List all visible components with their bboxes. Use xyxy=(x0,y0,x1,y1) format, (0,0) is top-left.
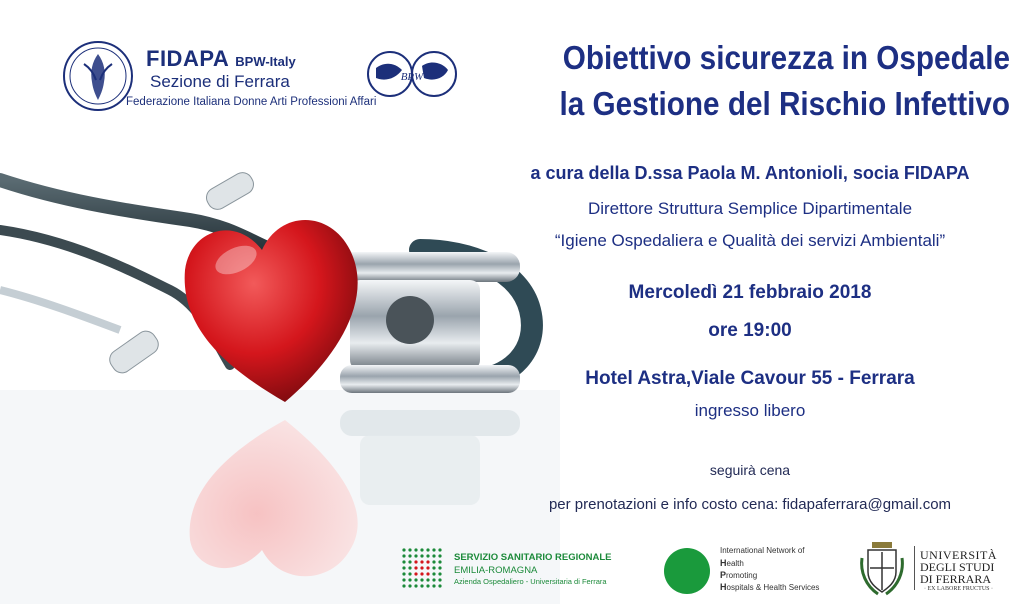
hph-initial-h2: H xyxy=(720,582,727,592)
event-booking-info: per prenotazioni e info costo cena: fidapaferrara@gmail.com xyxy=(548,496,952,513)
org-suffix: BPW-Italy xyxy=(235,54,296,69)
event-date: Mercoledì 21 febbraio 2018 xyxy=(628,282,872,303)
event-dinner: seguirà cena xyxy=(709,462,791,478)
ssr-dots-icon xyxy=(400,546,444,590)
hph-word-promoting: romoting xyxy=(726,571,758,580)
uni-line3: DI FERRARA xyxy=(920,572,992,586)
curator-role-line1: Direttore Struttura Semplice Dipartimentale xyxy=(587,199,913,218)
event-entry: ingresso libero xyxy=(694,401,806,420)
hph-initial-h1: H xyxy=(720,558,727,568)
org-name: FIDAPA xyxy=(146,46,230,71)
hph-word-health: ealth xyxy=(726,559,744,568)
divider xyxy=(914,546,915,590)
globe-text: BPW xyxy=(400,71,424,83)
event-title-line1: Obiettivo sicurezza in Ospedale xyxy=(562,39,1010,76)
event-title-line2: la Gestione del Rischio Infettivo xyxy=(559,85,1010,122)
ssr-line2: EMILIA-ROMAGNA xyxy=(454,565,538,576)
org-section: Sezione di Ferrara xyxy=(150,72,290,91)
bpw-globe-icon xyxy=(364,48,460,100)
event-venue: Hotel Astra,Viale Cavour 55 - Ferrara xyxy=(585,368,915,389)
hph-network-logo xyxy=(664,542,854,600)
ssr-line1: SERVIZIO SANITARIO REGIONALE xyxy=(454,552,612,563)
unife-logo xyxy=(858,538,1018,598)
event-time: ore 19:00 xyxy=(708,320,792,341)
uni-line1: UNIVERSITÀ xyxy=(920,548,997,562)
uni-motto: · EX LABORE FRUCTUS · xyxy=(924,586,994,592)
uni-line2: DEGLI STUDI xyxy=(920,560,995,574)
event-curator: a cura della D.ssa Paola M. Antonioli, socia FIDAPA xyxy=(530,163,970,183)
hph-circle-icon xyxy=(664,548,710,594)
fidapa-seal-icon xyxy=(62,40,134,112)
org-federation: Federazione Italiana Donne Arti Professioni Affari xyxy=(126,96,377,108)
ssr-emilia-romagna-logo xyxy=(400,546,640,596)
hph-line1: International Network of xyxy=(720,546,805,555)
university-crest-icon xyxy=(858,538,906,596)
hph-word-hospitals: ospitals & Health Services xyxy=(726,583,820,592)
fidapa-logo xyxy=(62,40,462,114)
curator-role-line2: “Igiene Ospedaliera e Qualità dei servizi Ambientali” xyxy=(554,231,946,250)
ssr-line3: Azienda Ospedaliero - Universitaria di Ferrara xyxy=(454,577,607,586)
stethoscope-heart-illustration xyxy=(0,140,560,604)
hph-initial-p: P xyxy=(720,570,727,580)
